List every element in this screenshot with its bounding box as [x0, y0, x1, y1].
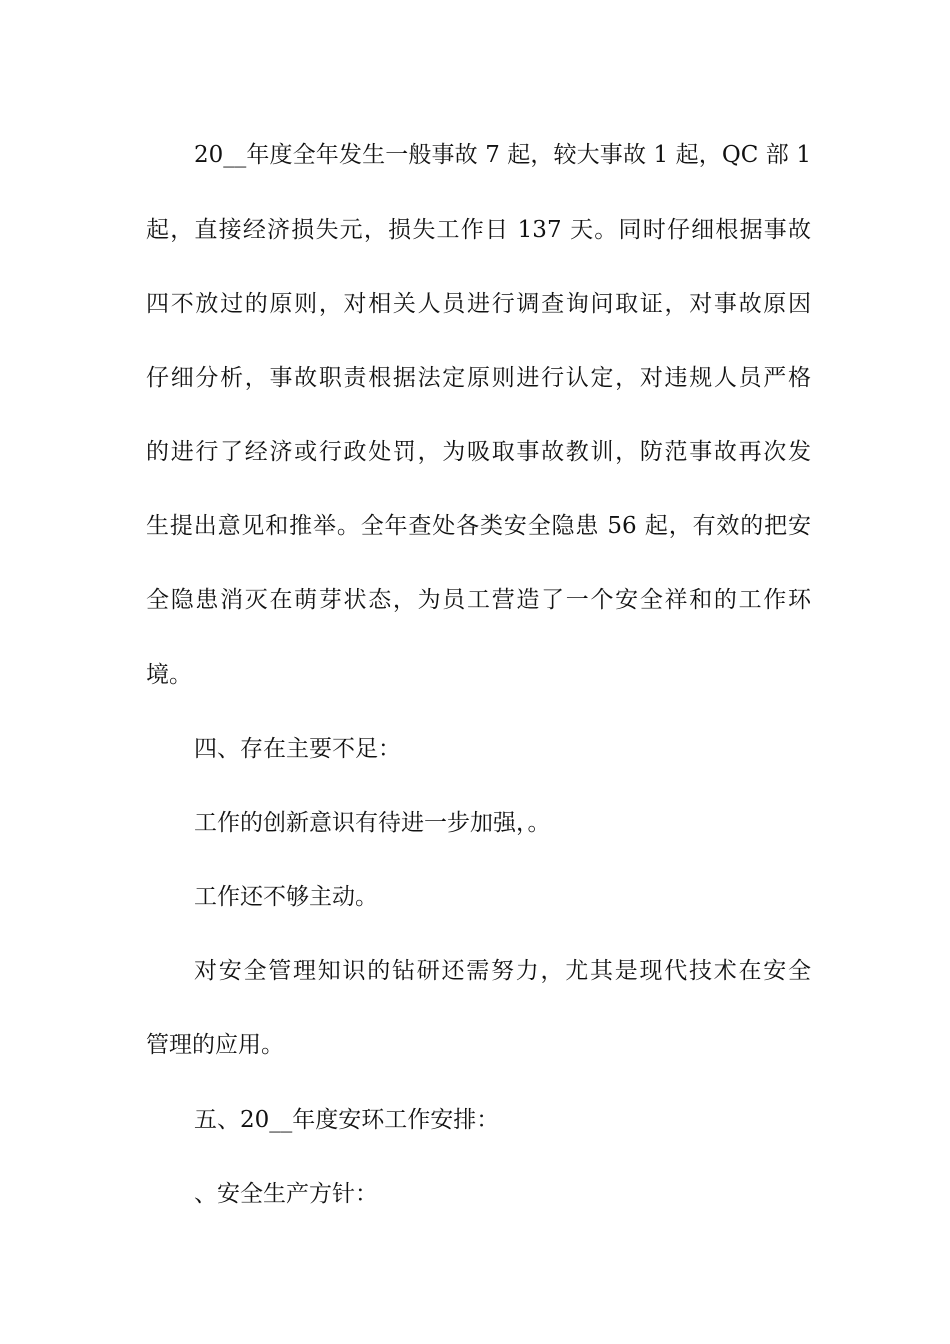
paragraph-line: 仔细分析，事故职责根据法定原则进行认定，对违规人员严格 — [146, 365, 811, 391]
paragraph-line: 全隐患消灭在萌芽状态，为员工营造了一个安全祥和的工作环 — [146, 587, 811, 613]
paragraph-line: 境。 — [146, 662, 192, 688]
paragraph-line: 管理的应用。 — [146, 1032, 284, 1058]
paragraph-line: 起，直接经济损失元，损失工作日 137 天。同时仔细根据事故 — [146, 217, 811, 243]
paragraph-line: 四不放过的原则，对相关人员进行调查询问取证，对事故原因 — [146, 291, 811, 317]
paragraph-line: 生提出意见和推举。全年查处各类安全隐患 56 起，有效的把安 — [146, 513, 811, 539]
section-heading: 四、存在主要不足： — [194, 736, 401, 762]
paragraph-line: 20__年度全年发生一般事故 7 起，较大事故 1 起，QC 部 1 — [194, 142, 811, 168]
section-heading: 五、20__年度安环工作安排： — [194, 1107, 500, 1133]
list-item: 工作的创新意识有待进一步加强，。 — [194, 810, 551, 836]
paragraph-line: 的进行了经济或行政处罚，为吸取事故教训，防范事故再次发 — [146, 439, 811, 465]
paragraph-line: 对安全管理知识的钻研还需努力，尤其是现代技术在安全 — [194, 958, 811, 984]
list-item: 工作还不够主动。 — [194, 884, 378, 910]
list-item: 、安全生产方针： — [194, 1181, 378, 1207]
